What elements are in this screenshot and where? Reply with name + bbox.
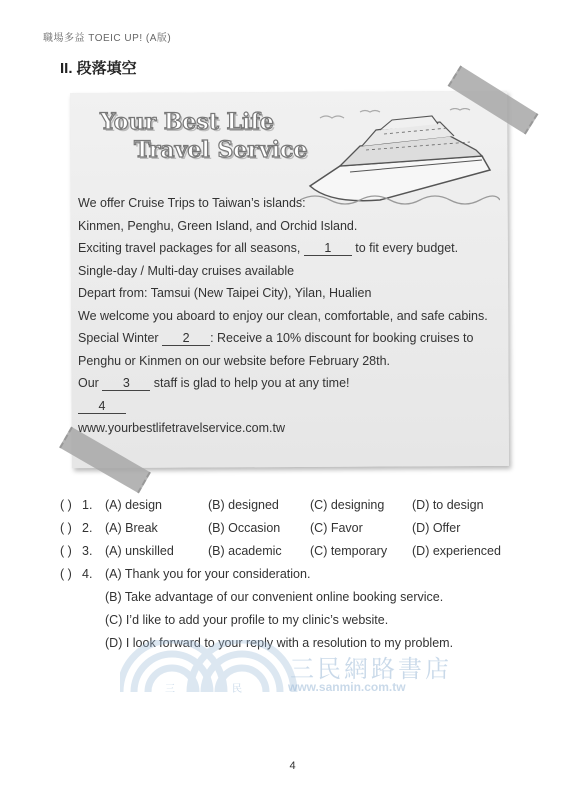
poster-line: Kinmen, Penghu, Green Island, and Orchid Island. — [78, 218, 358, 233]
answer-paren: ( ) — [60, 521, 72, 535]
running-head: 職場多益 TOEIC UP! (A版) — [43, 33, 172, 44]
option-d: (D) experienced — [412, 544, 501, 558]
option-b: (B) Take advantage of our convenient online booking service. — [105, 590, 444, 604]
option-a: (A) Break — [105, 521, 158, 535]
brand-logo — [100, 108, 307, 164]
question-number: 4. — [82, 567, 93, 581]
option-c: (C) temporary — [310, 544, 388, 558]
blank-1: 1 — [304, 241, 352, 256]
option-a: (A) unskilled — [105, 544, 174, 558]
option-c: (C) designing — [310, 498, 385, 512]
option-b: (B) Occasion — [208, 521, 281, 535]
poster-line — [78, 372, 500, 395]
answer-paren: ( ) — [60, 544, 72, 558]
watermark-char: 三 — [165, 684, 175, 695]
brand-line-1: Your Best Life — [100, 109, 274, 135]
poster-line-text: Exciting travel packages for all seasons, — [78, 241, 304, 255]
question-number: 3. — [82, 544, 93, 558]
poster-line: We offer Cruise Trips to Taiwan’s islands: — [78, 196, 306, 210]
option-b: (B) academic — [208, 544, 282, 558]
watermark-url: www.sanmin.com.tw — [288, 680, 406, 694]
option-d: (D) Offer — [412, 521, 461, 535]
option-b: (B) designed — [208, 498, 279, 512]
poster-line-text: staff is glad to help you at any time! — [150, 376, 350, 390]
brand-line-2: Travel Service — [134, 137, 308, 163]
option-d: (D) I look forward to your reply with a resolution to my problem. — [105, 636, 454, 650]
question-number: 1. — [82, 498, 93, 512]
poster-line — [78, 327, 500, 350]
poster-line-text: : Receive a 10% discount for booking cruises to — [210, 331, 474, 345]
page-number: 4 — [289, 760, 296, 772]
poster-line-text: Special Winter — [78, 331, 163, 345]
section-title: II. 段落填空 — [60, 60, 137, 77]
poster-url: www.yourbestlifetravelservice.com.tw — [78, 421, 286, 435]
watermark-char: 民 — [232, 684, 242, 695]
blank-2: 2 — [162, 331, 210, 346]
poster-text — [78, 192, 500, 440]
poster-line: We welcome you aboard to enjoy our clean, comfortable, and safe cabins. — [78, 308, 488, 323]
watermark-name: 三民網路書店 — [290, 655, 452, 683]
poster-line: Penghu or Kinmen on our website before February 28th. — [78, 353, 390, 368]
poster-line — [78, 237, 500, 260]
option-a: (A) design — [105, 498, 162, 512]
poster-line: Single-day / Multi-day cruises available — [78, 263, 295, 278]
poster-line-text: Our — [78, 376, 103, 390]
blank-3: 3 — [102, 376, 150, 391]
option-d: (D) to design — [412, 498, 484, 512]
option-c: (C) I’d like to add your profile to my clinic’s website. — [105, 613, 389, 627]
blank-4: 4 — [78, 399, 126, 414]
answer-paren: ( ) — [60, 567, 72, 581]
poster-line: Depart from: Tamsui (New Taipei City), Yilan, Hualien — [78, 286, 372, 300]
poster-line — [78, 395, 500, 418]
option-c: (C) Favor — [310, 521, 363, 535]
option-a: (A) Thank you for your consideration. — [105, 567, 311, 581]
poster-line-text: to fit every budget. — [351, 241, 459, 255]
answer-paren: ( ) — [60, 498, 72, 512]
question-number: 2. — [82, 521, 93, 535]
